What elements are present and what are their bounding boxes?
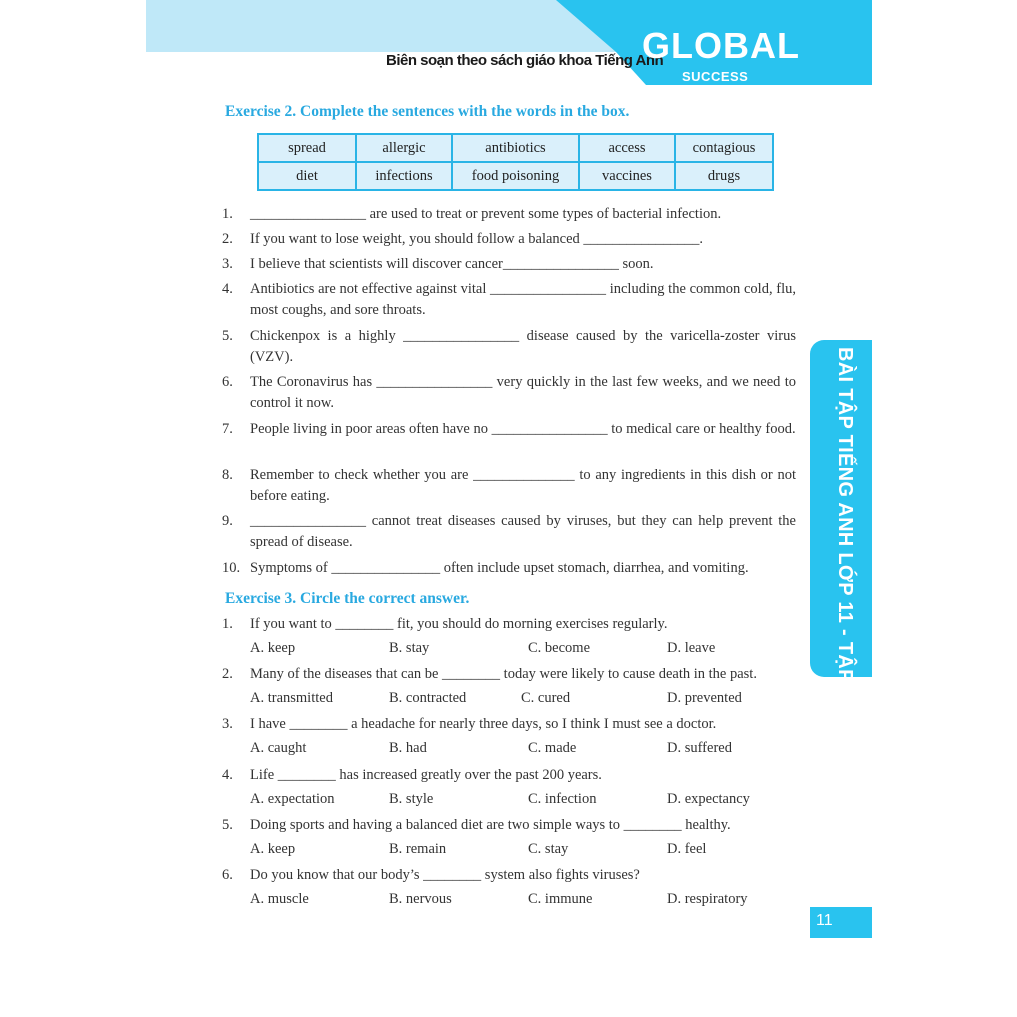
word-box-row <box>258 134 773 162</box>
exercise2-question <box>222 279 796 321</box>
page-number: 11 <box>816 912 833 929</box>
exercise3-question <box>222 815 796 836</box>
question-number: 3. <box>222 716 233 732</box>
question-number: 2. <box>222 231 233 247</box>
option-d[interactable]: D. leave <box>667 640 716 656</box>
question-number: 3. <box>222 256 233 272</box>
option-c[interactable]: C. stay <box>528 841 569 857</box>
exercise3-title: Exercise 3. Circle the correct answer. <box>225 590 470 607</box>
word-box-cell: drugs <box>675 162 773 190</box>
option-c[interactable]: C. become <box>528 640 591 656</box>
word-box-row <box>258 162 773 190</box>
option-b[interactable]: B. style <box>389 791 434 807</box>
option-d[interactable]: D. suffered <box>667 740 732 756</box>
option-d[interactable]: D. feel <box>667 841 707 857</box>
page-header <box>146 0 872 85</box>
question-number: 6. <box>222 867 233 883</box>
word-box-cell: spread <box>258 134 356 162</box>
exercise3-question <box>222 614 796 635</box>
question-number: 5. <box>222 817 233 833</box>
option-b[interactable]: B. contracted <box>389 690 467 706</box>
question-number: 10. <box>222 560 241 576</box>
exercise2-question <box>222 254 796 275</box>
exercise2-question <box>222 229 796 250</box>
question-text: Life ________ has increased greatly over the past 200 years. <box>250 767 602 783</box>
exercise2-question <box>222 326 796 368</box>
question-text: If you want to ________ fit, you should do morning exercises regularly. <box>250 616 668 632</box>
word-box-cell: access <box>579 134 675 162</box>
option-b[interactable]: B. stay <box>389 640 430 656</box>
exercise3-question <box>222 714 796 735</box>
option-a[interactable]: A. caught <box>250 740 307 756</box>
question-text: ________________ are used to treat or prevent some types of bacterial infection. <box>250 206 722 222</box>
word-box-cell: vaccines <box>579 162 675 190</box>
page-number-box <box>810 907 872 938</box>
question-number: 1. <box>222 206 233 222</box>
logo-global: GLOBAL <box>642 25 800 66</box>
option-c[interactable]: C. made <box>528 740 577 756</box>
exercise2-question <box>222 511 796 553</box>
header-subtitle: Biên soạn theo sách giáo khoa Tiếng Anh <box>386 52 664 69</box>
exercise2-title: Exercise 2. Complete the sentences with the words in the box. <box>225 103 630 120</box>
question-text: People living in poor areas often have no ________________ to medical care or healthy food. <box>250 421 796 437</box>
question-text: Many of the diseases that can be ________ today were likely to cause death in the past. <box>250 666 757 682</box>
question-number: 8. <box>222 467 233 483</box>
exercise3-question <box>222 865 796 886</box>
exercise3-question <box>222 664 796 685</box>
question-text: Chickenpox is a highly ________________ disease caused by the varicella-zoster virus (VZV). <box>250 328 796 365</box>
question-text: Remember to check whether you are ______________ to any ingredients in this dish or not before eating. <box>250 467 796 504</box>
word-box <box>257 133 774 191</box>
question-number: 9. <box>222 513 233 529</box>
side-tab-label: BÀI TẬP TIẾNG ANH LỚP 11 - TẬP 1 <box>834 347 856 700</box>
word-box-cell: antibiotics <box>452 134 579 162</box>
question-text: The Coronavirus has ________________ very quickly in the last few weeks, and we need to control it now. <box>250 374 796 411</box>
option-a[interactable]: A. transmitted <box>250 690 333 706</box>
exercise2-question <box>222 465 796 507</box>
question-text: I believe that scientists will discover cancer________________ soon. <box>250 256 654 272</box>
option-b[interactable]: B. had <box>389 740 427 756</box>
option-b[interactable]: B. remain <box>389 841 447 857</box>
question-number: 5. <box>222 328 233 344</box>
exercise3-question <box>222 765 796 786</box>
exercise2-question <box>222 419 796 440</box>
option-d[interactable]: D. respiratory <box>667 891 748 907</box>
question-number: 4. <box>222 281 233 297</box>
option-c[interactable]: C. infection <box>528 791 597 807</box>
word-box-cell: allergic <box>356 134 452 162</box>
question-text: If you want to lose weight, you should follow a balanced ________________. <box>250 231 704 247</box>
option-c[interactable]: C. cured <box>521 690 571 706</box>
exercise2-question <box>222 558 796 579</box>
question-text: Do you know that our body’s ________ system also fights viruses? <box>250 867 640 883</box>
option-a[interactable]: A. expectation <box>250 791 335 807</box>
logo-success: SUCCESS <box>682 69 749 84</box>
option-d[interactable]: D. prevented <box>667 690 742 706</box>
option-a[interactable]: A. keep <box>250 841 296 857</box>
option-b[interactable]: B. nervous <box>389 891 452 907</box>
question-text: I have ________ a headache for nearly three days, so I think I must see a doctor. <box>250 716 717 732</box>
question-text: Antibiotics are not effective against vital ________________ including the common cold, flu, most coughs, and sore throats. <box>250 281 796 318</box>
exercise2-question <box>222 372 796 414</box>
question-text: Symptoms of _______________ often include upset stomach, diarrhea, and vomiting. <box>250 560 749 576</box>
question-number: 6. <box>222 374 233 390</box>
option-d[interactable]: D. expectancy <box>667 791 750 807</box>
question-number: 1. <box>222 616 233 632</box>
word-box-cell: food poisoning <box>452 162 579 190</box>
word-box-cell: infections <box>356 162 452 190</box>
question-number: 4. <box>222 767 233 783</box>
exercise2-question <box>222 204 796 225</box>
question-number: 2. <box>222 666 233 682</box>
question-text: Doing sports and having a balanced diet are two simple ways to ________ healthy. <box>250 817 731 833</box>
option-a[interactable]: A. keep <box>250 640 296 656</box>
option-c[interactable]: C. immune <box>528 891 593 907</box>
question-number: 7. <box>222 421 233 437</box>
word-box-cell: contagious <box>675 134 773 162</box>
option-a[interactable]: A. muscle <box>250 891 309 907</box>
question-text: ________________ cannot treat diseases caused by viruses, but they can help prevent the spread of disease. <box>250 513 796 550</box>
word-box-cell: diet <box>258 162 356 190</box>
